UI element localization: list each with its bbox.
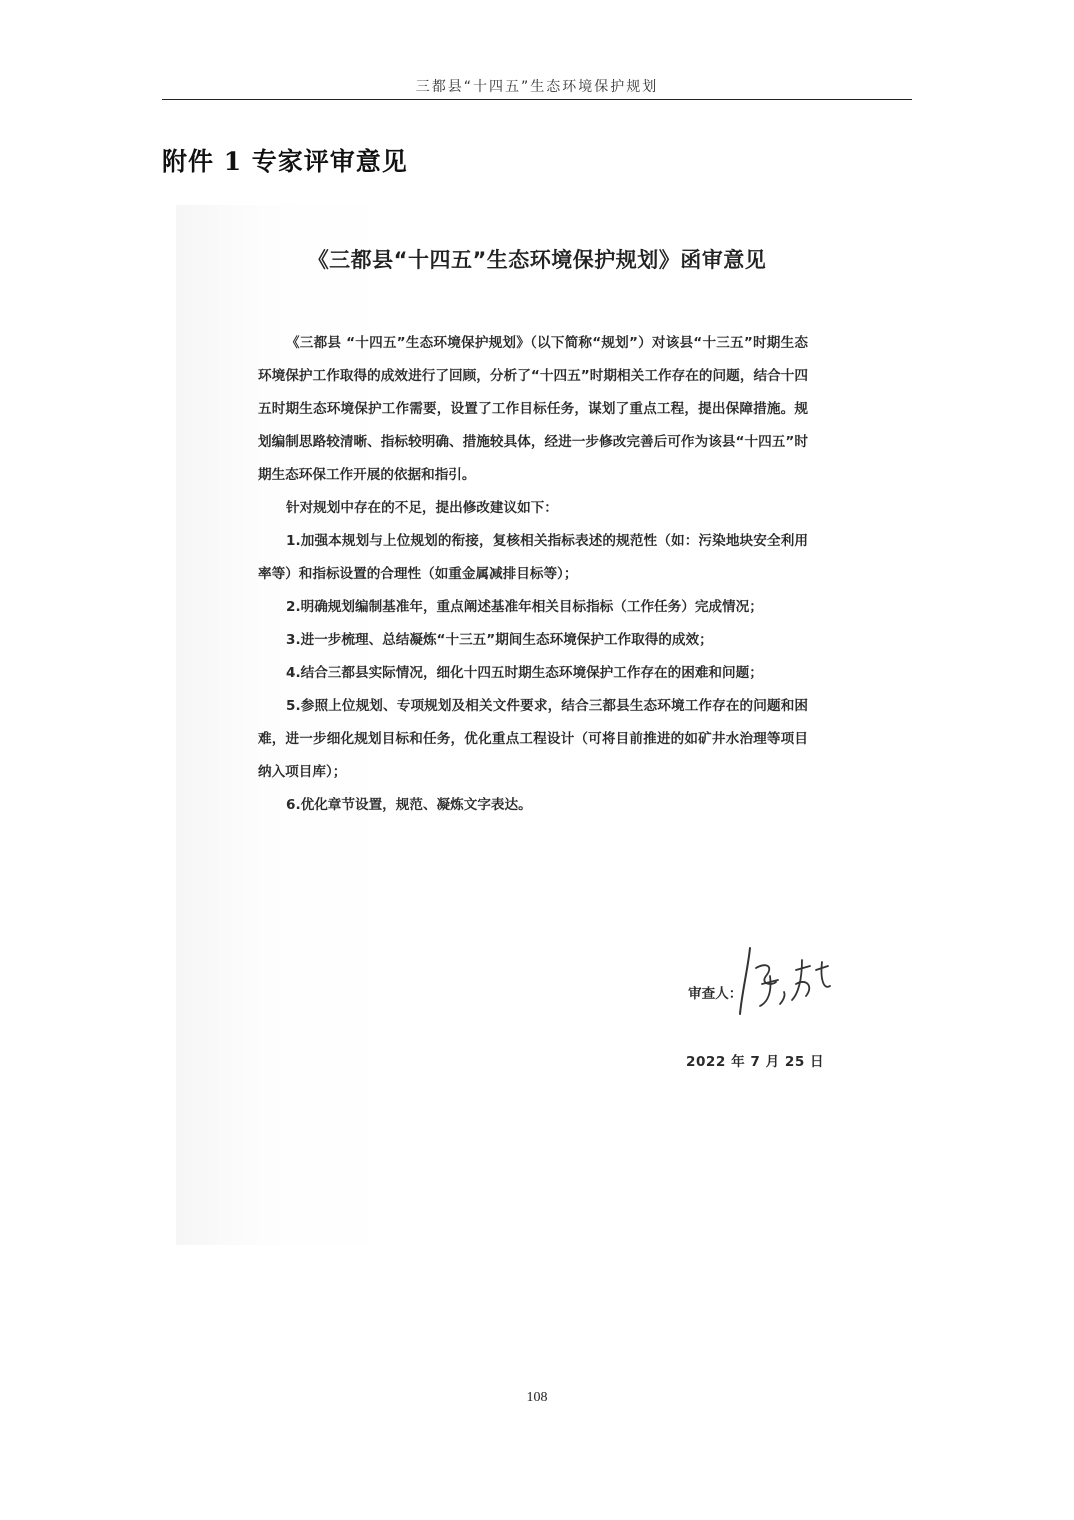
- letter-paragraph: 2.明确规划编制基准年，重点阐述基准年相关目标指标（工作任务）完成情况；: [286, 599, 763, 615]
- reviewer-label: 审查人：: [688, 986, 743, 1002]
- letter-paragraph: 6.优化章节设置，规范、凝炼文字表达。: [286, 797, 532, 813]
- letter-paragraph: 4.结合三都县实际情况，细化十四五时期生态环境保护工作存在的困难和问题；: [286, 665, 763, 681]
- signature-date: 2022 年 7 月 25 日: [686, 1054, 825, 1070]
- page-number: 108: [526, 1390, 548, 1405]
- letter-paragraph: 1.加强本规划与上位规划的衔接，复核相关指标表述的规范性（如：污染地块安全利用率等）和指标设置的合理性（如重金属减排目标等）；: [258, 533, 808, 582]
- letter-paragraph: 5.参照上位规划、专项规划及相关文件要求，结合三都县生态环境工作存在的问题和困难，进一步细化规划目标和任务，优化重点工程设计（可将目前推进的如矿井水治理等项目纳入项目库）；: [258, 698, 808, 780]
- appendix-title: 附件 1 专家评审意见: [162, 147, 408, 176]
- letter-paragraph: 针对规划中存在的不足，提出修改建议如下：: [286, 500, 558, 516]
- letter-body: [258, 327, 808, 822]
- header-rule: [162, 99, 912, 100]
- letter-paragraph: 《三都县 “十四五”生态环境保护规划》（以下简称“规划”）对该县“十三五”时期生态环境保护工作取得的成效进行了回顾，分析了“十四五”时期相关工作存在的问题，结合十四五时期生态环境保护工作需要，设置了工作目标任务，谋划了重点工程，提出保障措施。规划编制思路较清晰、指标较明确、措施较具体，经进一步修改完善后可作为该县“十四五”时期生态环保工作开展的依据和指引。: [258, 335, 808, 483]
- handwritten-signature: [736, 940, 836, 1020]
- letter-title: 《三都县“十四五”生态环境保护规划》函审意见: [307, 248, 767, 272]
- letter-paragraph: 3.进一步梳理、总结凝炼“十三五”期间生态环境保护工作取得的成效；: [286, 632, 713, 648]
- running-header: 三都县“十四五”生态环境保护规划: [415, 79, 659, 95]
